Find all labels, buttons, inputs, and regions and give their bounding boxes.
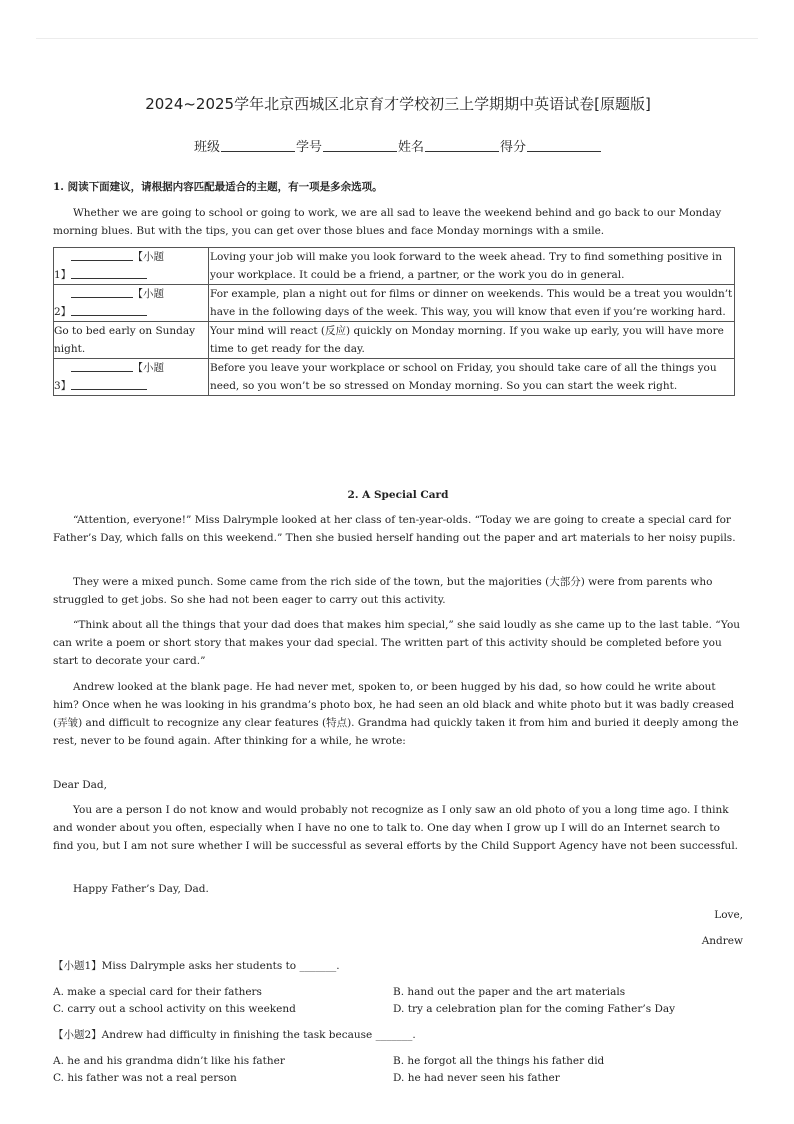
answer-blank[interactable]: [71, 378, 147, 390]
heading-cell: [54, 359, 209, 396]
page-title: 2024~2025学年北京西城区北京育才学校初三上学期期中英语试卷[原题版]: [145, 95, 651, 113]
class-blank[interactable]: [221, 139, 295, 152]
score-label: 得分: [500, 140, 527, 155]
option-b[interactable]: B. he forgot all the things his father did: [393, 1055, 605, 1067]
table-row: [54, 322, 735, 359]
section1-instruction: 1. 阅读下面建议，请根据内容匹配最适合的主题，有一项是多余选项。: [53, 181, 383, 193]
tip-cell: Before you leave your workplace or school on Friday, you should take care of all the things you need, so you won’t be so stressed on Monday morning. So you can start the week right.: [209, 359, 735, 396]
section1-intro: Whether we are going to school or going to work, we are all sad to leave the weekend behind and go back to our Monday morning blues. But with the tips, you can get over those blues and face Monday mornings with a smile.: [53, 207, 722, 237]
option-c[interactable]: C. carry out a school activity on this weekend: [53, 1003, 296, 1015]
question-label: 【小题: [54, 248, 208, 266]
tip-cell: Loving your job will make you look forward to the week ahead. Try to find something positive in your workplace. It could be a friend, a partner, or the work you do in general.: [209, 248, 735, 285]
table-row: [54, 285, 735, 322]
table-row: [54, 248, 735, 285]
question-label-cont: 1】: [54, 266, 208, 284]
heading-cell: [54, 248, 209, 285]
section2-title: 2. A Special Card: [347, 489, 449, 501]
class-label: 班级: [193, 140, 220, 155]
answer-blank[interactable]: [71, 360, 133, 372]
answer-blank[interactable]: [71, 286, 133, 298]
tip-cell: For example, plan a night out for films or dinner on weekends. This would be a treat you wouldn’t have in the following days of the week. This way, you will know that even if you’re working hard.: [209, 285, 735, 322]
story-paragraph: “Attention, everyone!” Miss Dalrymple looked at her class of ten-year-olds. “Today we are going to create a special card for Father’s Day, which falls on this weekend.” Then she busied herself handing out the paper and art materials to her noisy pupils.: [53, 514, 736, 544]
number-label: 学号: [295, 140, 322, 155]
letter-signature: Andrew: [701, 935, 743, 947]
table-row: [54, 359, 735, 396]
question-label: 【小题: [54, 359, 208, 377]
option-a[interactable]: A. he and his grandma didn’t like his father: [53, 1055, 285, 1067]
answer-blank[interactable]: [71, 249, 133, 261]
option-d[interactable]: D. try a celebration plan for the coming Father’s Day: [393, 1003, 676, 1015]
answer-blank[interactable]: [71, 304, 147, 316]
answer-blank[interactable]: [71, 267, 147, 279]
top-divider: [36, 38, 758, 39]
option-d[interactable]: D. he had never seen his father: [393, 1072, 560, 1084]
question-label: 【小题: [54, 285, 208, 303]
letter-closing: Love,: [714, 909, 743, 921]
tip-cell: Your mind will react (反应) quickly on Monday morning. If you wake up early, you will have more time to get ready for the day.: [209, 322, 735, 359]
letter-wish: Happy Father’s Day, Dad.: [73, 883, 209, 895]
heading-cell: [54, 285, 209, 322]
matching-table: [53, 247, 735, 396]
number-blank[interactable]: [323, 139, 397, 152]
option-a[interactable]: A. make a special card for their fathers: [53, 986, 262, 998]
question-label-cont: 2】: [54, 303, 208, 321]
student-info-line: [53, 136, 743, 155]
letter-body: You are a person I do not know and would probably not recognize as I only saw an old photo of you a long time ago. I think and wonder about you often, especially when I have no one to talk to. One day when I grow up I will do an Internet search to find you, but I am not sure whether I will be successful as several efforts by the Child Support Agency have not been successful.: [53, 804, 739, 852]
story-paragraph: Andrew looked at the blank page. He had never met, spoken to, or been hugged by his dad, so how could he write about him? Once when he was looking in his grandma’s photo box, he had seen an old black and white photo but it was badly creased (弄皱) and difficult to recognize any clear features (特点). Grandma had quickly taken it from him and buried it deeply among the rest, never to be found again. After thinking for a while, he wrote:: [53, 681, 739, 747]
story-paragraph: They were a mixed punch. Some came from the rich side of the town, but the majorities (大部分) were from parents who struggled to get jobs. So she had not been eager to carry out this activity.: [53, 576, 713, 606]
option-b[interactable]: B. hand out the paper and the art materials: [393, 986, 626, 998]
letter-greeting: Dear Dad,: [53, 779, 107, 791]
question-stem: 【小题2】Andrew had difficulty in finishing the task because _______.: [53, 1029, 416, 1041]
option-c[interactable]: C. his father was not a real person: [53, 1072, 237, 1084]
question-label-cont: 3】: [54, 377, 208, 395]
name-blank[interactable]: [425, 139, 499, 152]
name-label: 姓名: [398, 140, 425, 155]
heading-cell: Go to bed early on Sunday night.: [54, 322, 209, 359]
question-stem: 【小题1】Miss Dalrymple asks her students to _______.: [53, 960, 340, 972]
story-paragraph: “Think about all the things that your dad does that makes him special,” she said loudly as she came up to the last table. “You can write a poem or short story that makes your dad special. The written part of this activity should be completed before you start to decorate your card.”: [53, 619, 741, 667]
score-blank[interactable]: [527, 139, 601, 152]
